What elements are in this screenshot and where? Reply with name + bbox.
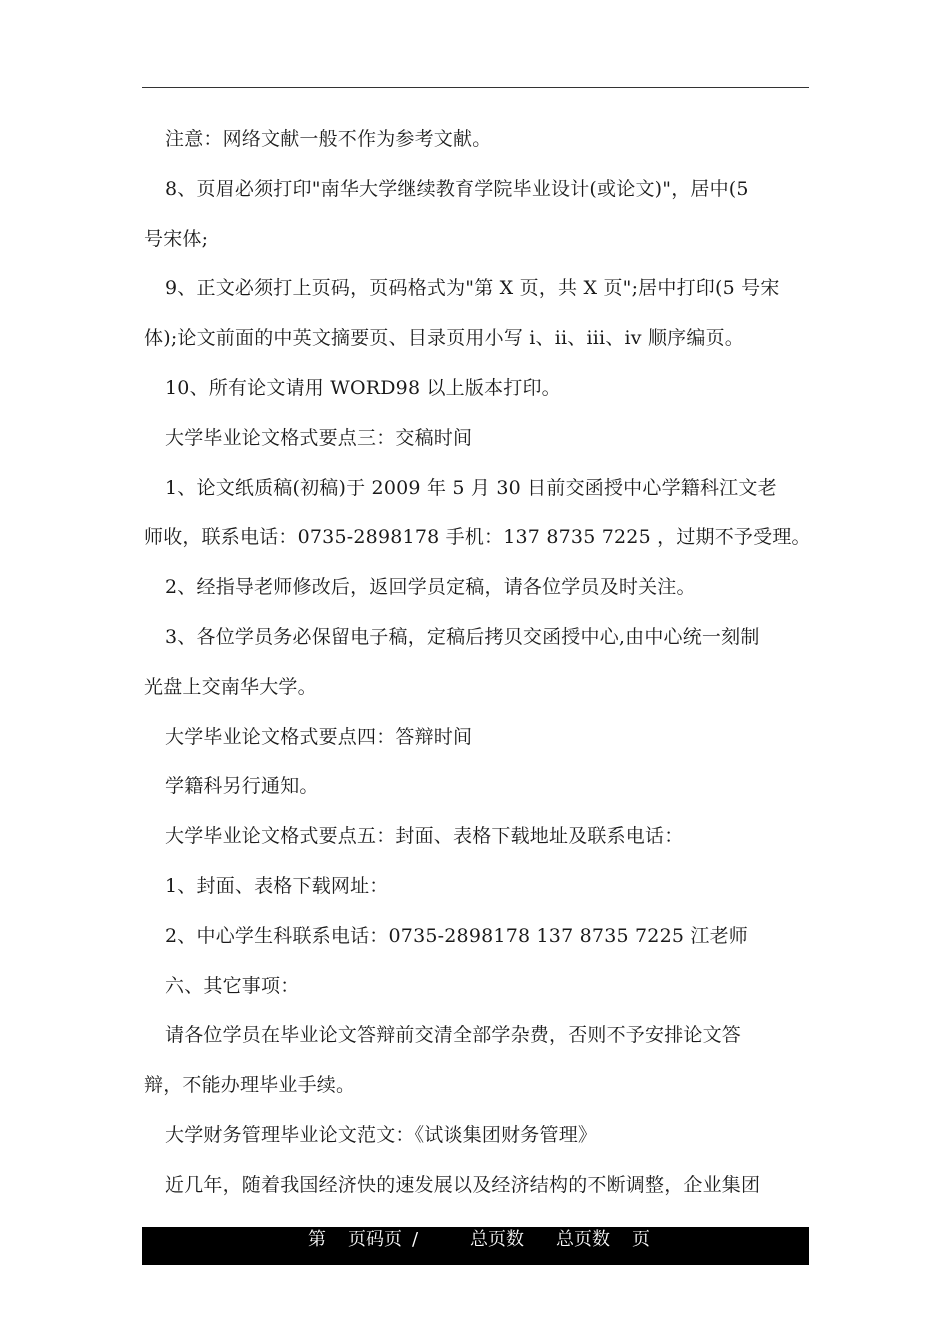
footer-page-code: 页码页 — [348, 1229, 402, 1250]
text-line: 10、所有论文请用 WORD98 以上版本打印。 — [165, 376, 561, 399]
footer-di: 第 — [308, 1229, 326, 1250]
text-line: 大学毕业论文格式要点五：封面、表格下载地址及联系电话： — [165, 825, 684, 848]
text-line: 2、中心学生科联系电话：0735-2898178 137 8735 7225 江老师 — [165, 924, 749, 947]
header-rule — [142, 87, 809, 88]
document-body — [144, 115, 809, 1211]
text-line: 师收，联系电话：0735-2898178 手机：137 8735 7225 ，过期不予受理。 — [144, 526, 811, 549]
text-line: 体);论文前面的中英文摘要页、目录页用小写 i、ii、iii、iv 顺序编页。 — [144, 327, 744, 350]
text-line: 六、其它事项： — [165, 974, 300, 997]
footer-total-pages-2: 总页数 — [556, 1229, 610, 1250]
page-footer — [142, 1227, 809, 1265]
text-line: 光盘上交南华大学。 — [144, 675, 317, 698]
footer-ye: 页 — [632, 1229, 650, 1250]
footer-slash: / — [412, 1229, 419, 1250]
text-line: 9、正文必须打上页码，页码格式为"第 X 页，共 X 页";居中打印(5 号宋 — [165, 277, 780, 300]
text-line: 注意：网络文献一般不作为参考文献。 — [165, 128, 492, 150]
text-line: 大学财务管理毕业论文范文：《试谈集团财务管理》 — [165, 1123, 598, 1146]
text-line: 2、经指导老师修改后，返回学员定稿，请各位学员及时关注。 — [165, 576, 696, 599]
text-line: 1、封面、表格下载网址： — [165, 874, 389, 897]
text-line: 1、论文纸质稿(初稿)于 2009 年 5 月 30 日前交函授中心学籍科江文老 — [165, 476, 777, 499]
text-line: 近几年，随着我国经济快的速发展以及经济结构的不断调整，企业集团 — [165, 1173, 761, 1196]
text-line: 大学毕业论文格式要点四：答辩时间 — [165, 725, 473, 748]
footer-total-pages: 总页数 — [470, 1229, 524, 1250]
text-line: 请各位学员在毕业论文答辩前交清全部学杂费，否则不予安排论文答 — [165, 1024, 742, 1047]
text-line: 号宋体; — [144, 227, 209, 250]
text-line: 大学毕业论文格式要点三：交稿时间 — [165, 426, 473, 449]
text-line: 8、页眉必须打印"南华大学继续教育学院毕业设计(或论文)"，居中(5 — [165, 177, 749, 200]
text-line: 学籍科另行通知。 — [165, 775, 319, 798]
text-line: 3、各位学员务必保留电子稿，定稿后拷贝交函授中心,由中心统一刻制 — [165, 625, 760, 648]
text-line: 辩，不能办理毕业手续。 — [144, 1074, 356, 1097]
